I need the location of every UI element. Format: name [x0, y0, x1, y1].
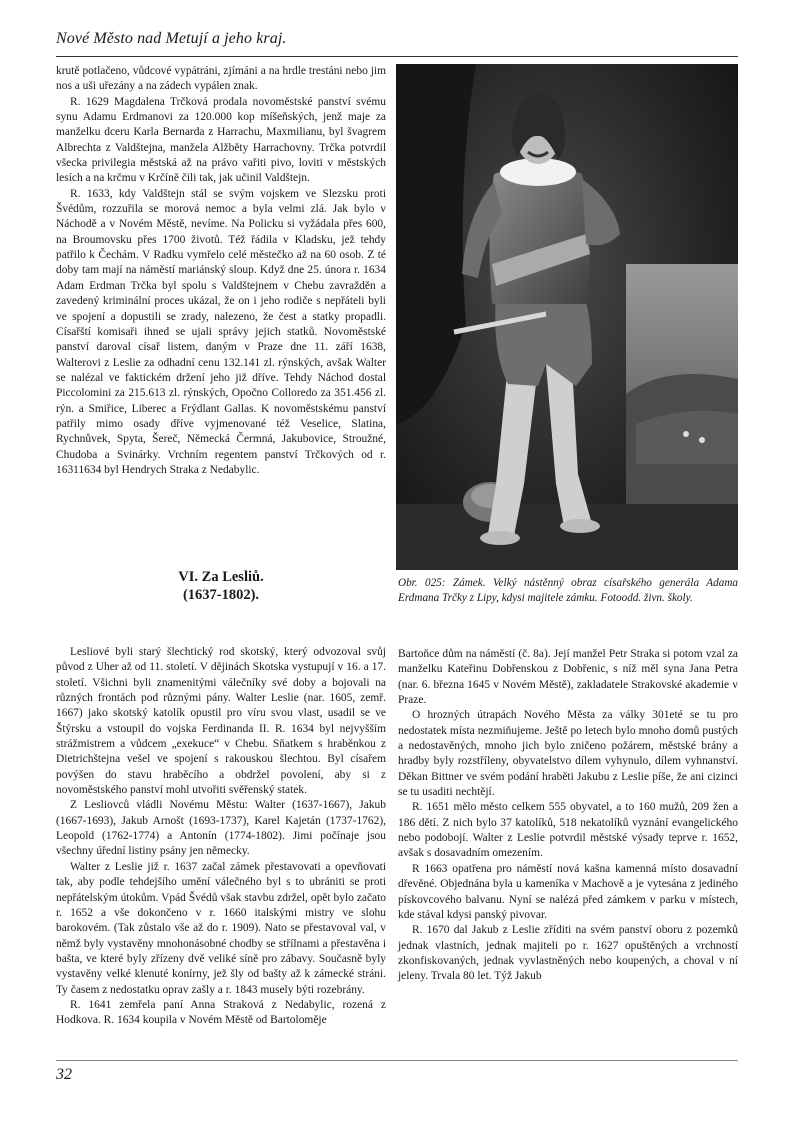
- section-heading: [56, 568, 386, 604]
- paragraph: R. 1670 dal Jakub z Leslie zříditi na svém panství oboru z pozemků jednak vlastních, jednak majiteli po r. 1627 opuštěných a vrchností zkonfiskovaných, jednak vyvlastněných nebo koupených, a choval v ní jeleny. Trvala 80 let. Týž Jakub: [398, 924, 738, 983]
- paragraph: R 1663 opatřena pro náměstí nová kašna kamenná místo dosavadní dřevěné. Objednána byla u kameníka v Machově a je vytesána z jediného pískovcového balvanu. Nyní se nalézá před zámkem v parku v místech, kde stával kdysi panský pivovar.: [398, 862, 738, 921]
- left-column-bottom-text: [56, 645, 386, 1029]
- right-column-bottom-text: [398, 647, 738, 985]
- paragraph: R. 1629 Magdalena Trčková prodala novoměstské panství svému synu Adamu Erdmanovi za 120.000 kop míšeňských, jenž maje za manželku dceru Karla Bernarda z Harrachu, Maxmilianu, byl švagrem Albrechta z Valdštejna, manžela Alžběty Harrachovny. Trčka potvrdil všecka privilegia městská až na právo vařiti pivo, loviti v městských lesích a na krčmu v Krčíně čili tak, jak učinil Valdštejn.: [56, 95, 386, 185]
- section-years: (1637-1802).: [182, 587, 260, 603]
- paragraph: krutě potlačeno, vůdcové vypátráni, zjímáni a na hrdle trestáni nebo jim nos a uši uřezány a na zádech vypálen znak.: [56, 65, 386, 93]
- portrait-illustration: [396, 64, 738, 570]
- portrait-painting-image: [396, 64, 738, 570]
- paragraph: Z Lesliovců vládli Novému Městu: Walter (1637-1667), Jakub (1667-1693), Jakub Arnošt (1693-1737), Karel Kajetán (1737-1762), Leopold (1762-1774) a Antonín (1774-1802). Jimi počínaje jsou všechny úřední listiny psány jen německy.: [56, 799, 386, 858]
- footer-rule: [56, 1060, 738, 1061]
- paragraph: R. 1651 mělo město celkem 555 obyvatel, a to 160 mužů, 209 žen a 186 dětí. Z nich bylo 37 katolíků, 518 nekatolíků vyznání evangelického nebo podobojí. Walter z Leslie potvrdil městské výsady teprve r. 1652, avšak s dosavadním omezením.: [398, 801, 738, 860]
- section-title: VI. Za Lesliů.: [178, 569, 264, 585]
- paragraph: Lesliové byli starý šlechtický rod skotský, který odvozoval svůj původ z Uher až od 11. století. V dějinách Skotska vystupují v 16. a 17. století. Všichni byli znamenitými válečníky své doby a bojovali na různých frontách pod různými pány. Walter Leslie (nar. 1605, zemř. 1667) jako skotský katolík opustil pro víru svou vlast, usadil se ve Štýrsku a vstoupil do vojska Ferdinanda II. R. 1634 byl nejvyšším strážmistrem a vůdcem „exekuce“ v Chebu. Sňatkem s hraběnkou z Dietrichštejna vešel ve spojení s rakouskou šlechtou. Byl císařem povýšen do stavu hraběcího a obdržel povolení, aby si z novoměstského panství mohl utvořiti svěřenský statek.: [56, 646, 386, 797]
- paragraph: O hrozných útrapách Nového Města za války 301eté se tu pro nedostatek místa nezmiňujeme. Ještě po letech bylo mnoho domů pustých a nedostavěných, mnoho jich bylo zničeno požárem, městské brány a hradby byly rozstříleny, obyvatelstvo dílem vyhynulo, dílem vyhnanství. Děkan Bittner ve svém podání hraběti Jakubu z Leslie píše, že ani cizinci se tu usaditi nechtějí.: [398, 709, 738, 799]
- header-rule: [56, 56, 738, 57]
- paragraph: R. 1641 zemřela paní Anna Straková z Nedabylic, rozená z Hodkova. R. 1634 koupila v Novém Městě od Bartoloměje: [56, 998, 386, 1027]
- running-header-title: Nové Město nad Metují a jeho kraj.: [56, 30, 287, 47]
- paragraph: Bartoňce dům na náměstí (č. 8a). Její manžel Petr Straka si potom vzal za manželku Kateřinu Dobřenskou z Dobřenic, s níž měl syna Jana Petra (nar. 6. března 1645 v Novém Městě), zakladatele Strakovské akademie v Praze.: [398, 648, 738, 707]
- left-column-top-text: [56, 64, 386, 478]
- running-header: [56, 30, 736, 56]
- figure-caption: Obr. 025: Zámek. Velký nástěnný obraz císařského generála Adama Erdmana Trčky z Lipy, kdysi majitele zámku. Fotoodd. živn. školy.: [398, 577, 738, 604]
- paragraph: Walter z Leslie již r. 1637 začal zámek přestavovati a opevňovati tak, aby podle tehdejšího umění válečného byl s to ubrániti se proti nepřátelským útokům. Vpád Švédů však stavbu zdržel, opět bylo začato r. 1652 a vše dokončeno v r. 1660 italskými mistry ve slohu barokovém. (Tak zůstalo vše až do r. 1909). Nato se přestavoval val, v němž byly vystavěny mnohonásobné chodby se střílnami a přestavěna i bašta, ve které byly zřízeny dvě veliké síně pro zábavy. Současně byly vystavěny velké klenuté konírny, jež šly od bašty až k zámecké stráni. Ty časem z nedostatku oprav zašly a r. 1843 musely býti rozebrány.: [56, 860, 386, 996]
- paragraph: R. 1633, kdy Valdštejn stál se svým vojskem ve Slezsku proti Švédům, rozzuřila se morová nemoc a byla velmi zlá. Jak bylo v Náchodě a v Novém Městě, nevíme. Na Policku si vyžádala přes 600, na Broumovsku přes 1700 životů. Též řádila v Kladsku, jež tehdy patřilo k Čechám. V Radku vymřelo celé městečko až na 60 osob. Z té doby tam mají na náměstí mariánský sloup. Když dne 25. února r. 1634 Adam Erdman Trčka byl spolu s Valdštejnem v Chebu zavražděn a zavedený kriminální proces ukázal, že on i jeho rodiče s nepřáteli byli ve spojení a dopustili se zrady, nalezeno, že čest a statky propadli. Císařští komisaři ihned se ujali správy jejich statků. Novoměstské panství daroval císař listem, daným v Praze dne 11. září 1638, Walterovi z Leslie za odhadní cenu 132.141 zl. rýnských, avšak Walter se nalézal ve faktickém držení jeho již dříve. Tehdy Náchod dostal Piccolomini za 215.613 zl. rýnských, Opočno Colloredo za 351.456 zl. rýn. a Smiřice, Liberec a Frýdlant Gallas. K novoměstskému panství patřily mimo osady dříve vyjmenované též Veselice, Slatina, Rychnůvek, Spyta, Šereč, Německá Čermná, Jakubovice, Stroužné, Chudoba a Svinárky. Vrchním regentem panství Trčkových od r. 16311634 byl Hendrych Straka z Nedabylic.: [56, 187, 386, 476]
- page-number: 32: [56, 1066, 72, 1083]
